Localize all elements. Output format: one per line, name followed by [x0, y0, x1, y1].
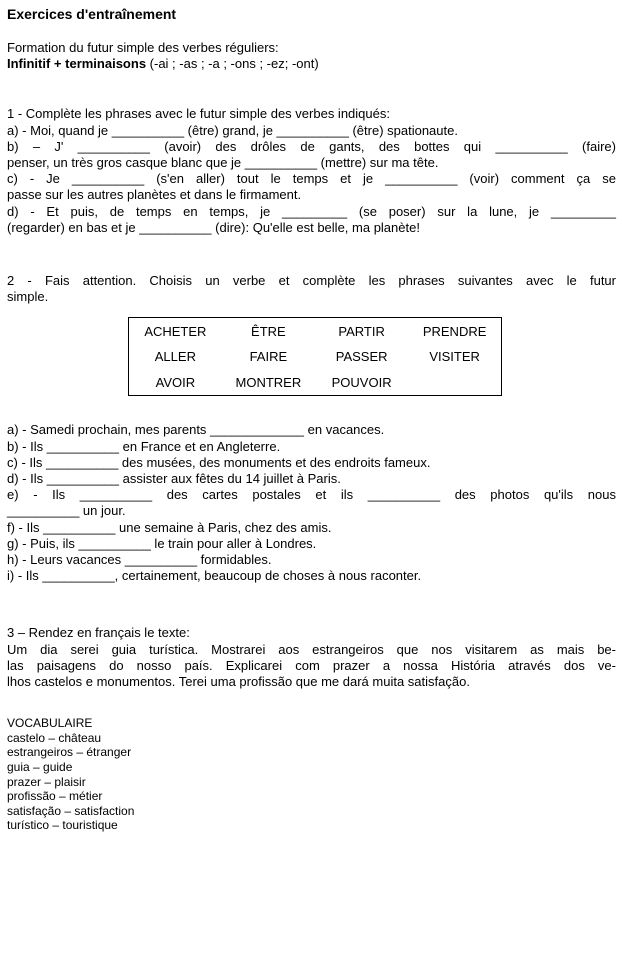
exercise-2-items — [7, 422, 616, 584]
verb-cell: ALLER — [154, 349, 196, 365]
verb-cell: AVOIR — [155, 375, 196, 391]
exercise-1-item-a: a) - Moi, quand je __________ (être) grand, je __________ (être) spationaute. — [7, 122, 458, 138]
vocabulary-entry: turístico – touristique — [7, 818, 118, 833]
verb-table-row — [129, 318, 502, 344]
vocabulary-entry: profissão – métier — [7, 789, 103, 804]
exercise-2-item-g: g) - Puis, ils __________ le train pour aller à Londres. — [7, 535, 317, 551]
exercise-2-heading-line-1: 2 - Fais attention. Choisis un verbe et complète les phrases suivantes avec le futur — [7, 273, 616, 289]
intro-block — [7, 40, 616, 72]
vocabulary-entry: castelo – château — [7, 730, 102, 745]
verb-cell: PARTIR — [338, 323, 385, 339]
intro-bold-term: Infinitif + terminaisons — [7, 56, 147, 72]
exercise-2-item-f: f) - Ils __________ une semaine à Paris, chez des amis. — [7, 519, 332, 535]
exercise-2-item-e-line-2: __________ un jour. — [7, 503, 126, 519]
vocabulary-entry: satisfação – satisfaction — [7, 803, 135, 818]
exercise-2-item-c: c) - Ils __________ des musées, des monuments et des endroits fameux. — [7, 454, 431, 470]
verb-table-row — [129, 370, 502, 396]
verb-cell: VISITER — [429, 349, 480, 365]
intro-line-1: Formation du futur simple des verbes réguliers: — [7, 40, 279, 55]
vocabulary-heading: VOCABULAIRE — [7, 716, 93, 731]
verb-cell: PRENDRE — [422, 323, 487, 339]
exercise-2-item-e-line-1: e) - Ils __________ des cartes postales et ils __________ des photos qu'ils nous — [7, 487, 616, 503]
exercise-2-item-b: b) - Ils __________ en France et en Angleterre. — [7, 438, 281, 454]
vocabulary-entry: estrangeiros – étranger — [7, 745, 132, 760]
verb-choice-table — [128, 317, 502, 396]
exercise-3-text-line-1: Um dia serei guia turística. Mostrarei aos estrangeiros que nos visitarem as mais be- — [7, 641, 616, 657]
exercise-1 — [7, 106, 616, 236]
verb-cell: POUVOIR — [331, 375, 392, 391]
exercise-2 — [7, 273, 616, 584]
exercise-3-heading: 3 – Rendez en français le texte: — [7, 625, 190, 641]
verb-cell: MONTRER — [235, 375, 302, 391]
exercise-2-item-a: a) - Samedi prochain, mes parents _____________ en vacances. — [7, 422, 385, 438]
exercise-2-heading-line-2: simple. — [7, 289, 49, 305]
exercise-3-text-line-2: las paisagens do nosso país. Explicarei com prazer a nossa História através dos ve- — [7, 657, 616, 673]
intro-line-2 — [7, 56, 616, 72]
verb-cell — [408, 370, 501, 396]
vocabulary-block — [7, 716, 616, 833]
exercise-1-item-b-line-1: b) – J' __________ (avoir) des drôles de gants, des bottes qui __________ (faire) — [7, 138, 616, 154]
verb-cell: ACHETER — [144, 323, 207, 339]
exercise-3 — [7, 625, 616, 690]
verb-cell: FAIRE — [249, 349, 288, 365]
exercise-1-heading: 1 - Complète les phrases avec le futur simple des verbes indiqués: — [7, 106, 390, 122]
exercise-1-item-c-line-1: c) - Je __________ (s'en aller) tout le temps et je __________ (voir) comment ça se — [7, 171, 616, 187]
document-title: Exercices d'entraînement — [7, 6, 177, 22]
exercise-1-item-b-line-2: penser, un très gros casque blanc que je __________ (mettre) sur ma tête. — [7, 155, 439, 171]
intro-endings: (-ai ; -as ; -a ; -ons ; -ez; -ont) — [146, 56, 319, 72]
exercise-2-item-h: h) - Leurs vacances __________ formidables. — [7, 552, 272, 568]
exercise-3-text-line-3: lhos castelos e monumentos. Terei uma profissão que me dará muita satisfação. — [7, 674, 470, 690]
verb-table-row — [129, 344, 502, 370]
exercise-1-item-d-line-2: (regarder) en bas et je __________ (dire): Qu'elle est belle, ma planète! — [7, 219, 420, 235]
verb-cell: PASSER — [335, 349, 388, 365]
exercise-2-item-i: i) - Ils __________, certainement, beaucoup de choses à nous raconter. — [7, 568, 422, 584]
verb-cell: ÊTRE — [251, 323, 286, 339]
exercise-2-item-d: d) - Ils __________ assister aux fêtes du 14 juillet à Paris. — [7, 471, 341, 487]
vocabulary-entry: prazer – plaisir — [7, 774, 86, 789]
vocabulary-entry: guia – guide — [7, 760, 73, 775]
exercise-1-item-d-line-1: d) - Et puis, de temps en temps, je _________ (se poser) sur la lune, je _________ — [7, 203, 616, 219]
exercise-1-item-c-line-2: passe sur les autres planètes et dans le firmament. — [7, 187, 302, 203]
